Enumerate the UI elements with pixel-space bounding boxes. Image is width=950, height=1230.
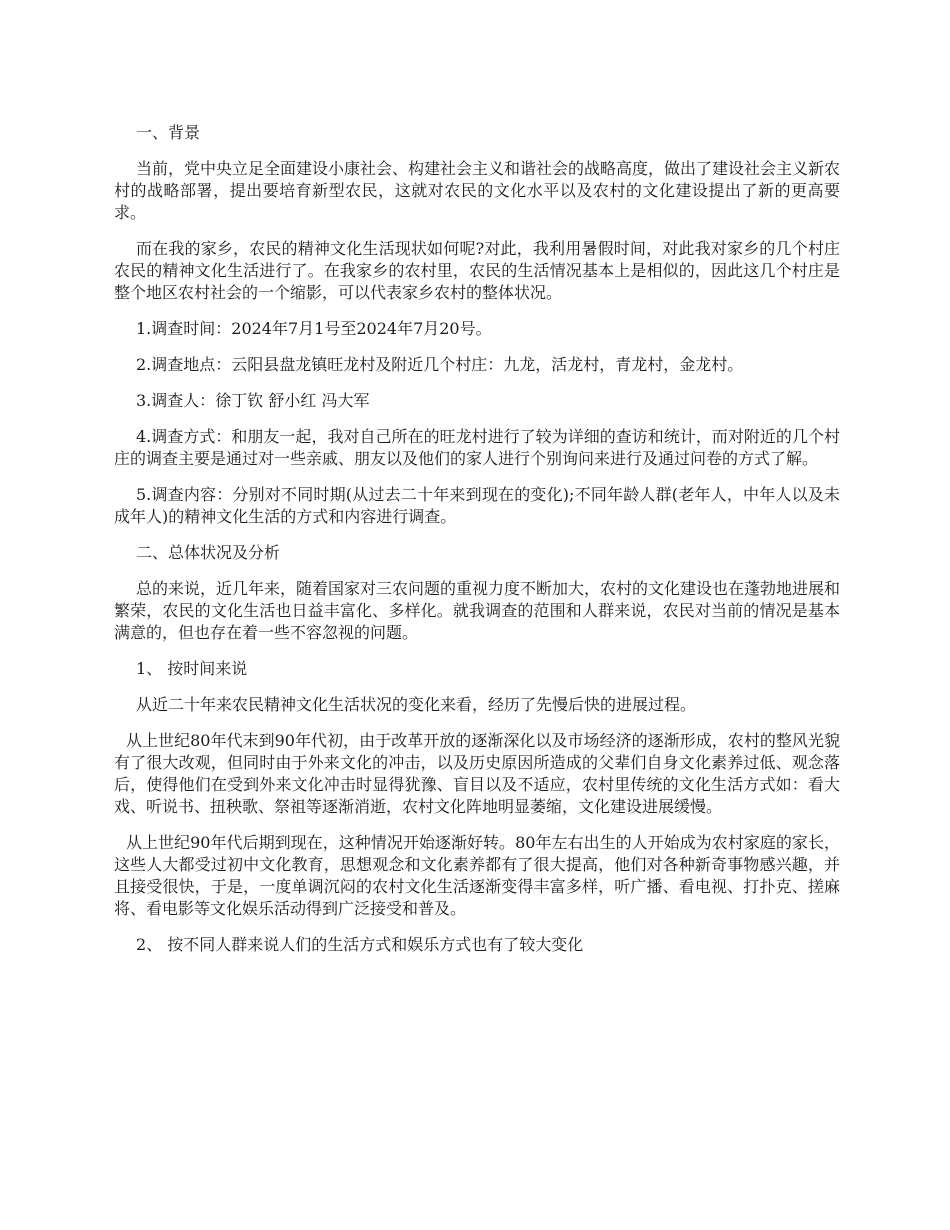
- paragraph-trend: 从近二十年来农民精神文化生活状况的变化来看，经历了先慢后快的进展过程。: [136, 695, 697, 714]
- section-heading-overview: 二、总体状况及分析: [136, 543, 281, 562]
- survey-time: 1.调查时间：2024年7月1号至2024年7月20号。: [136, 319, 492, 338]
- survey-method: 4.调查方式：和朋友一起，我对自己所在的旺龙村进行了较为详细的查访和统计，而对附近的几个村庄的调查主要是通过对一些亲戚、朋友以及他们的家人进行个别询问来进行及通过问卷的方式了解。: [114, 427, 840, 468]
- document-body: [114, 122, 840, 970]
- paragraph-1990s: 从上世纪90年代后期到现在，这种情况开始逐渐好转。80年左右出生的人开始成为农村家庭的家长，这些人大都受过初中文化教育，思想观念和文化素养都有了很大提高，他们对各种新奇事物感兴趣，并且接受很快，于是，一度单调沉闷的农村文化生活逐渐变得丰富多样，听广播、看电视、打扑克、搓麻将、看电影等文化娱乐活动得到广泛接受和普及。: [114, 833, 840, 918]
- paragraph-overview: 总的来说，近几年来，随着国家对三农问题的重视力度不断加大，农村的文化建设也在蓬勃地进展和繁荣，农民的文化生活也日益丰富化、多样化。就我调查的范围和人群来说，农民对当前的情况是基本满意的，但也存在着一些不容忽视的问题。: [114, 579, 841, 642]
- subheading-by-group: 2、 按不同人群来说人们的生活方式和娱乐方式也有了较大变化: [136, 935, 584, 954]
- survey-people: 3.调查人：徐丁钦 舒小红 冯大军: [136, 391, 370, 410]
- section-heading-background: 一、背景: [136, 123, 201, 142]
- paragraph-1980s: 从上世纪80年代末到90年代初，由于改革开放的逐渐深化以及市场经济的逐渐形成，农村的整风光貌有了很大改观，但同时由于外来文化的冲击，以及历史原因所造成的父辈们自身文化素养过低、观念落后，使得他们在受到外来文化冲击时显得犹豫、盲目以及不适应，农村里传统的文化生活方式如：看大戏、听说书、扭秧歌、祭祖等逐渐消逝，农村文化阵地明显萎缩，文化建设进展缓慢。: [114, 731, 840, 816]
- subheading-by-time: 1、 按时间来说: [136, 659, 248, 678]
- survey-location: 2.调查地点：云阳县盘龙镇旺龙村及附近几个村庄：九龙，活龙村，青龙村，金龙村。: [136, 355, 744, 374]
- paragraph-context: 当前，党中央立足全面建设小康社会、构建社会主义和谐社会的战略高度，做出了建设社会主义新农村的战略部署，提出要培育新型农民，这就对农民的文化水平以及农村的文化建设提出了新的更高要求。: [114, 159, 841, 222]
- paragraph-hometown: 而在我的家乡，农民的精神文化生活现状如何呢?对此，我利用暑假时间，对此我对家乡的几个村庄农民的精神文化生活进行了。在我家乡的农村里，农民的生活情况基本上是相似的，因此这几个村庄是整个地区农村社会的一个缩影，可以代表家乡农村的整体状况。: [114, 239, 840, 302]
- survey-content: 5.调查内容：分别对不同时期(从过去二十年来到现在的变化);不同年龄人群(老年人，中年人以及未成年人)的精神文化生活的方式和内容进行调查。: [114, 485, 840, 526]
